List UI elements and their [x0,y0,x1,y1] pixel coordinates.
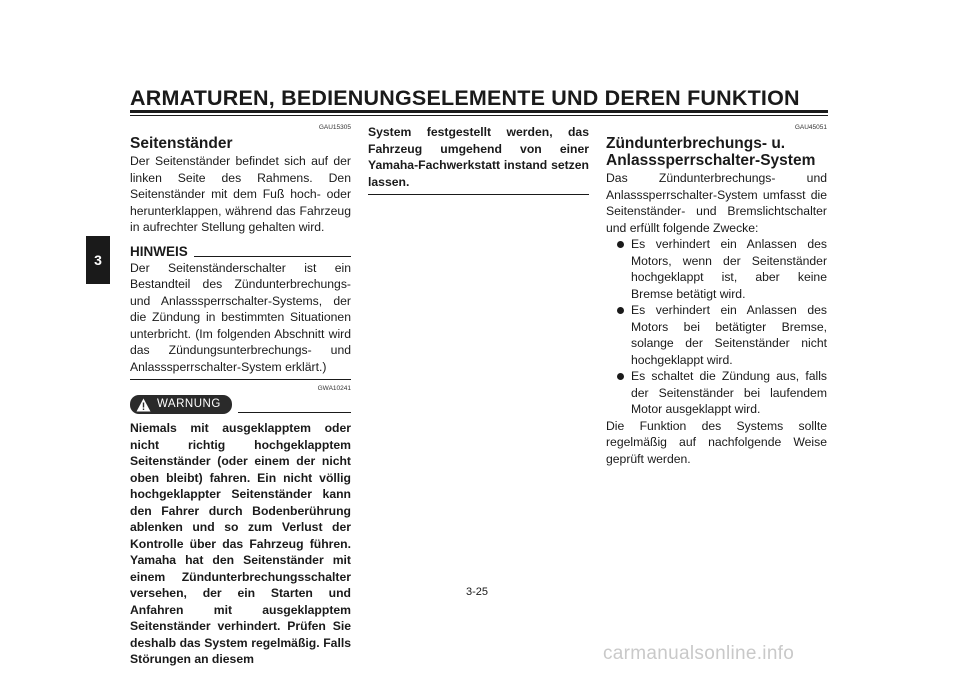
outro-paragraph: Die Funktion des Systems sollte regelmäßig auf nachfolgende Weise geprüft werden. [606,418,827,466]
page-number: 3-25 [466,586,489,598]
warning-rule [238,412,351,413]
section-code: GAU45051 [794,124,827,131]
header-rule-thick [130,110,828,113]
bullet-icon [617,241,624,248]
warning-badge [130,395,232,414]
middle-column [368,124,589,195]
list-item [606,236,827,302]
header-rule-thin [130,115,828,116]
note-label: HINWEIS [130,243,188,259]
section-heading-seitenstaender: Seitenständer [130,135,233,152]
warning-text: Niemals mit ausgeklapptem oder nicht richtig hochgeklapptem Seitenständer (oder einem der nicht oben bleibt) fahren. Ein nicht völlig hochgeklappter Seitenständer kann den Fahrer durch Bodenberührung ablenken und so zum Verlust der Kontrolle über das Fahrzeug führen. Yamaha hat den Seitenständer mit einem Zündunterbrechungsschalter versehen, der ein Starten und Anfahren mit ausgeklapptem Seitenständer verhindert. Prüfen Sie deshalb das System regelmäßig. Falls Störungen an diesem [130,421,351,666]
warning-header [130,395,351,417]
note-rule [194,256,351,257]
list-item-text: Es schaltet die Zündung aus, falls der Seitenständer bei laufendem Motor ausgeklappt wird. [631,369,827,416]
list-item [606,302,827,368]
bullet-icon [617,307,624,314]
warning-code: GWA10241 [317,385,351,392]
note-header [130,244,351,259]
note-text: Der Seitenständerschalter ist ein Bestandteil des Zündunterbrechungs- und Anlasssperrschalter-Systems, der die Zündung in bestimmten Situationen unterbricht. (Im folgenden Abschnitt wird das Zündungsunterbrechungs- und Anlasssperrschalter-System erklärt.) [130,260,351,374]
note-end-rule [130,379,351,380]
left-column [130,124,351,668]
section-code: GAU15305 [318,124,351,131]
warning-text-continued: System festgestellt werden, das Fahrzeug umgehend von einer Yamaha-Fachwerkstatt instand setzen lassen. [368,125,589,189]
bullet-icon [617,373,624,380]
list-item [606,368,827,418]
watermark: carmanualsonline.info [603,643,795,664]
body-paragraph: Der Seitenständer befindet sich auf der linken Seite des Rahmens. Den Seitenständer mit dem Fuß hoch- oder herunterklappen, während das Fahrzeug in aufrechter Stellung gehalten wird. [130,154,351,234]
page-header-title: ARMATUREN, BEDIENUNGSELEMENTE UND DEREN FUNKTION [130,86,800,110]
chapter-tab: 3 [86,236,110,284]
warning-triangle-icon [136,398,151,412]
warning-end-rule [368,194,589,195]
section-heading-zuendunterbrechung: Zündunterbrechungs- u. Anlasssperrschalter-System [606,135,816,169]
right-column [606,124,827,467]
purpose-list [606,236,827,418]
list-item-text: Es verhindert ein Anlassen des Motors, wenn der Seitenständer hochgeklappt ist, aber keine Bremse betätigt wird. [631,237,827,301]
list-item-text: Es verhindert ein Anlassen des Motors bei betätigter Bremse, solange der Seitenständer nicht hochgeklappt wird. [631,303,827,367]
warning-label: WARNUNG [157,398,221,411]
intro-paragraph: Das Zündunterbrechungs- und Anlasssperrschalter-System umfasst die Seitenständer- und Bremslichtschalter und erfüllt folgende Zwecke: [606,171,827,235]
